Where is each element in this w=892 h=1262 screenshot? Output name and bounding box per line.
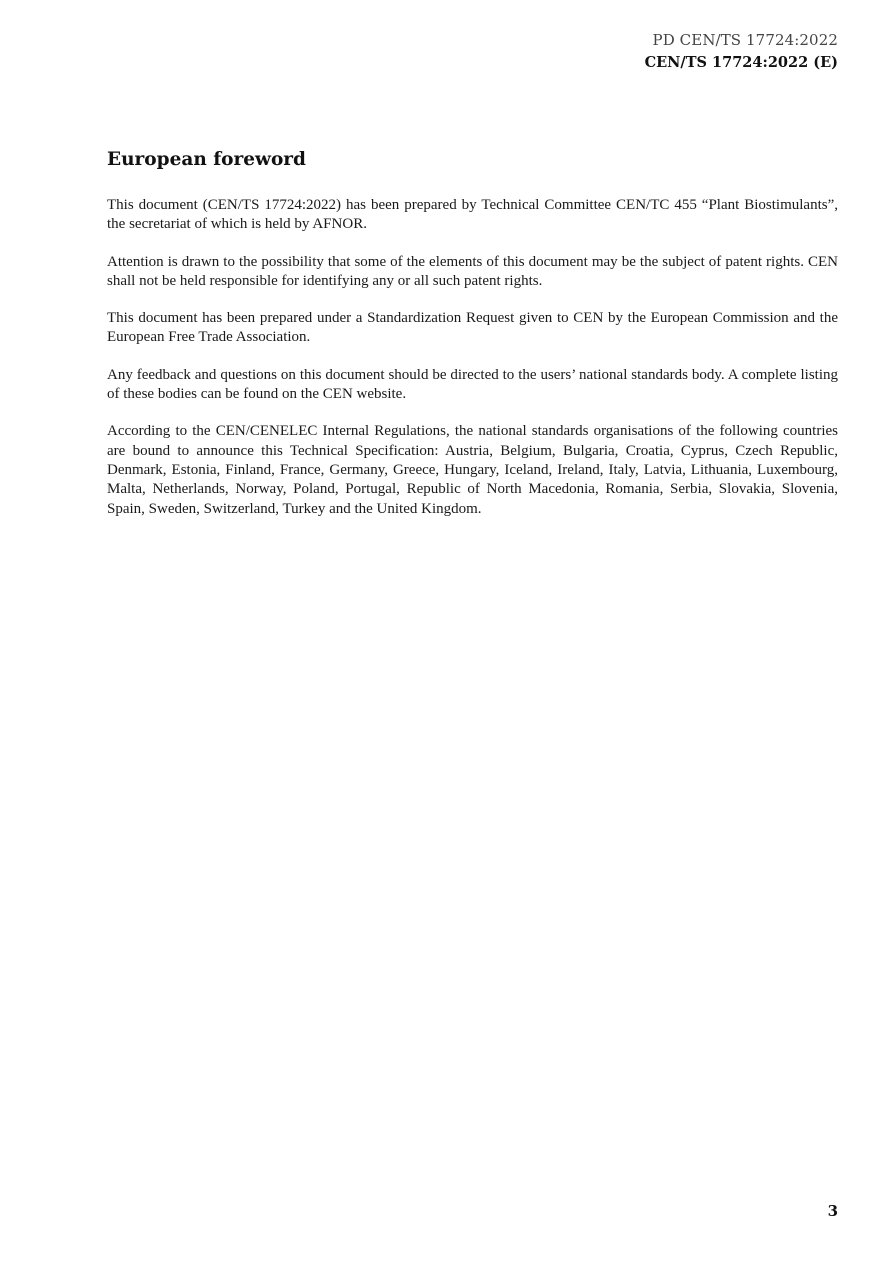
paragraph-preparation: This document (CEN/TS 17724:2022) has been prepared by Technical Committee CEN/TC 455 “Plant Biostimulants”, the secretariat of which is held by AFNOR. [107, 197, 838, 233]
page-header [645, 30, 838, 75]
document-identifier-language: CEN/TS 17724:2022 (E) [644, 54, 838, 71]
document-identifier: PD CEN/TS 17724:2022 [652, 31, 838, 49]
section-title: European foreword [107, 149, 306, 170]
paragraph-national-bodies: According to the CEN/CENELEC Internal Regulations, the national standards organisations of the following countries are bound to announce this Technical Specification: Austria, Belgium, Bulgaria, Croatia, Cyprus, Czech Republic, Denmark, Estonia, Finland, France, Germany, Greece, Hungary, Iceland, Ireland, Italy, Latvia, Lithuania, Luxembourg, Malta, Netherlands, Norway, Poland, Portugal, Republic of North Macedonia, Romania, Serbia, Slovakia, Slovenia, Spain, Sweden, Switzerland, Turkey and the United Kingdom. [107, 423, 838, 517]
foreword-section [107, 146, 838, 537]
paragraph-feedback: Any feedback and questions on this document should be directed to the users’ national standards body. A complete listing of these bodies can be found on the CEN website. [107, 366, 838, 403]
page-number: 3 [827, 1202, 838, 1220]
paragraph-patent-rights: Attention is drawn to the possibility that some of the elements of this document may be the subject of patent rights. CEN shall not be held responsible for identifying any or all such patent rights. [107, 253, 838, 289]
paragraph-standardization-request: This document has been prepared under a Standardization Request given to CEN by the European Commission and the European Free Trade Association. [107, 310, 838, 346]
